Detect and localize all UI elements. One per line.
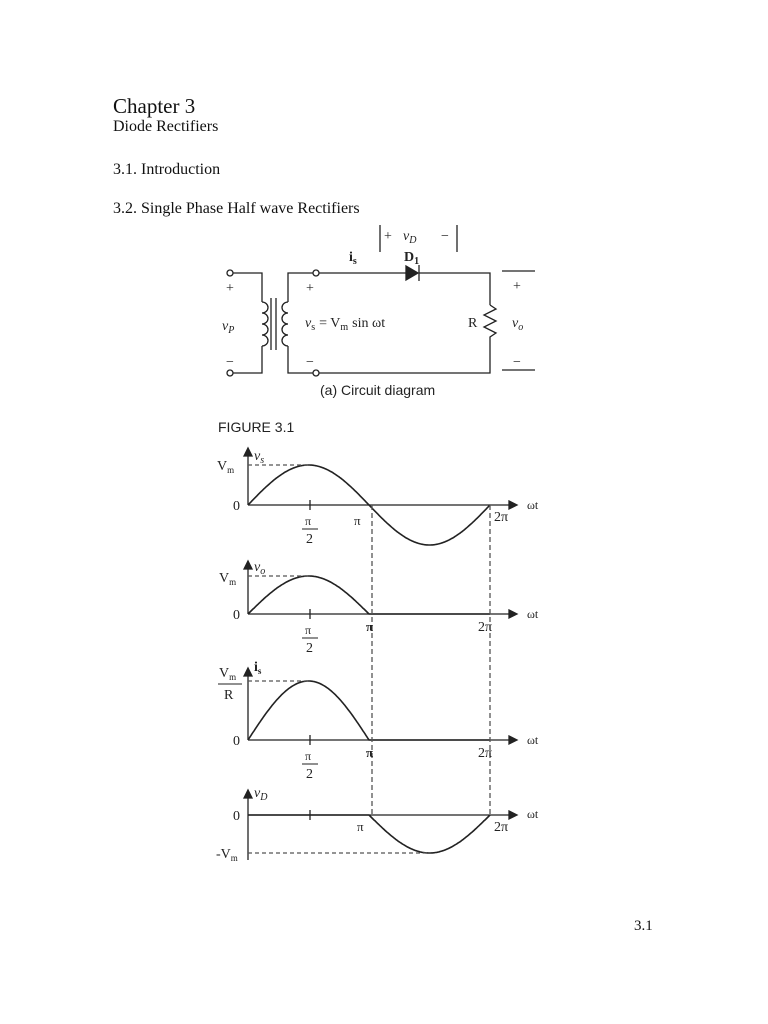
vs-zero-label: 0 [233,499,240,514]
waveform-vo [244,561,517,619]
section-introduction-heading: 3.1. Introduction [113,161,221,178]
current-label: $i_s$ [349,250,357,267]
wire-to-resistor [419,273,490,305]
is-curve [248,681,490,740]
vo-curve [248,576,490,614]
vs-x-arrow [509,501,517,509]
vs-axis-label: ωt [527,498,539,512]
primary-wire-top [233,273,262,302]
is-axis-label: ωt [527,733,539,747]
vo-peak-label: $V_m$ [219,571,237,587]
vd-pi-label: π [357,819,364,834]
diode-voltage-minus: − [441,229,449,244]
primary-plus: + [226,281,234,296]
chapter-subtitle: Diode Rectifiers [113,118,219,135]
is-peak-label-denominator: R [224,688,234,703]
primary-coil [262,302,268,346]
primary-terminal-bottom [227,370,233,376]
vd-axis-label: ωt [527,807,539,821]
vs-y-arrow [244,448,252,456]
page-number: 3.1 [634,918,653,934]
secondary-plus: + [306,281,314,296]
is-x-arrow [509,736,517,744]
waveform-is [244,668,517,745]
vd-two-pi-label: 2π [494,820,509,835]
section-halfwave-heading: 3.2. Single Phase Half wave Rectifiers [113,200,360,217]
output-plus: + [513,279,521,294]
circuit-diagram [227,225,535,376]
is-peak-label-numerator: $V_m$ [219,666,237,682]
output-voltage-label: $v_o$ [512,316,524,333]
vd-zero-label: 0 [233,809,240,824]
primary-voltage-label: $v_P$ [222,319,235,336]
secondary-terminal-top [313,270,319,276]
diode-symbol [406,266,418,280]
waveform-vs [244,448,517,545]
vo-pi-label: π [366,619,374,634]
vs-two-pi-label: 2π [494,510,509,525]
output-minus: − [513,355,521,370]
vd-y-arrow [244,790,252,798]
vd-curve [248,815,490,853]
vo-x-arrow [509,610,517,618]
vo-half-pi-num: π [305,623,312,637]
vo-y-arrow [244,561,252,569]
is-pi-label: π [366,745,374,760]
circuit-caption: (a) Circuit diagram [320,382,436,398]
vs-pi-label: π [354,513,361,528]
waveform-vd [244,790,517,860]
vo-half-pi-den: 2 [306,641,313,656]
primary-minus: − [226,355,234,370]
diode-voltage-label: $v_D$ [403,229,417,246]
vo-axis-label: ωt [527,607,539,621]
is-zero-label: 0 [233,734,240,749]
vd-x-arrow [509,811,517,819]
is-two-pi-label: 2π [478,746,493,761]
vs-half-pi-den: 2 [306,532,313,547]
vs-signal-label: $v_s$ [254,449,265,466]
secondary-terminal-bottom [313,370,319,376]
primary-wire-bottom [233,346,262,373]
figure-label: FIGURE 3.1 [218,419,295,435]
is-signal-label: $i_s$ [254,660,262,676]
vo-signal-label: $v_o$ [254,560,266,577]
vs-half-pi-num: π [305,514,312,528]
vd-signal-label: $v_D$ [254,786,268,803]
vo-zero-label: 0 [233,608,240,623]
chapter-heading: Chapter 3 [113,94,196,118]
diode-label: $D_1$ [404,250,420,267]
vs-peak-label: $V_m$ [217,459,235,475]
primary-terminal-top [227,270,233,276]
vd-negative-peak-label: $-V_m$ [216,847,238,863]
vo-two-pi-label: 2π [478,620,493,635]
diode-voltage-plus: + [384,229,392,244]
is-half-pi-num: π [305,749,312,763]
is-y-arrow [244,668,252,676]
secondary-voltage-equation: $v_s = V_m$ sin ωt [305,316,386,333]
resistor-label: R [468,316,478,331]
secondary-coil [282,302,288,346]
secondary-minus: − [306,355,314,370]
is-half-pi-den: 2 [306,767,313,782]
